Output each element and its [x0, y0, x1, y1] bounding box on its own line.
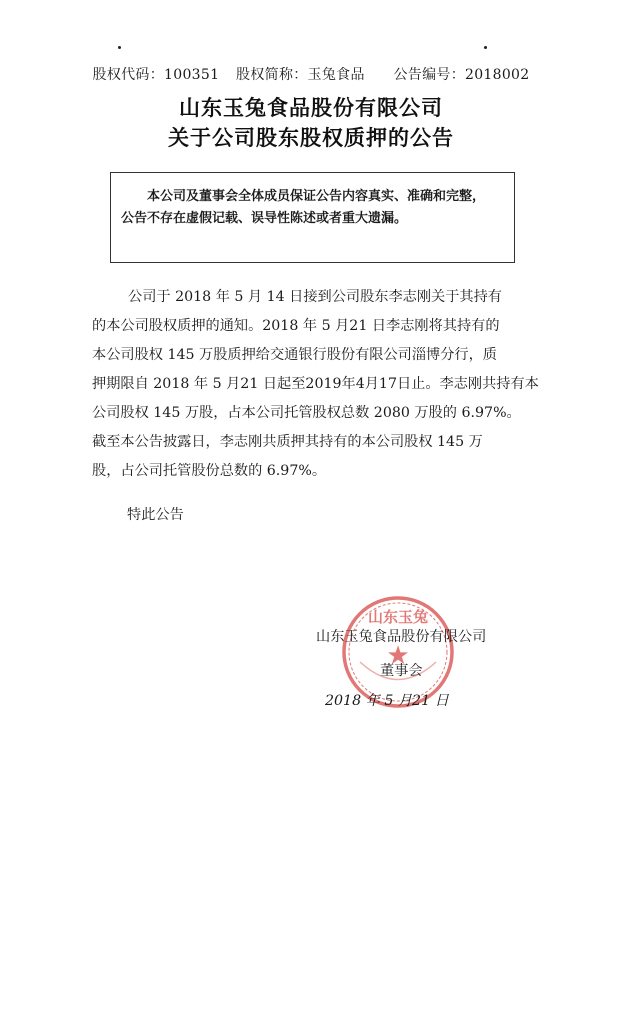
stock-code: 股权代码：100351 [92, 67, 220, 83]
body-line: 股，占公司托管股份总数的 6.97%。 [92, 463, 327, 479]
scan-dot-right [484, 46, 487, 49]
disclaimer-box [110, 172, 515, 263]
company-title: 山东玉兔食品股份有限公司 [179, 96, 443, 120]
closing-remark: 特此公告 [127, 507, 184, 523]
body-line: 的本公司股权质押的通知。2018 年 5 月21 日李志刚将其持有的 [92, 318, 500, 334]
announcement-title: 关于公司股东股权质押的公告 [168, 126, 454, 150]
scan-dot-left [118, 46, 121, 49]
disclaimer-line-1: 本公司及董事会全体成员保证公告内容真实、准确和完整， [147, 189, 486, 204]
signature-date: 2018 年 5 月21 日 [325, 693, 449, 709]
stock-short-name: 股权简称：玉兔食品 [236, 67, 365, 83]
body-line: 公司于 2018 年 5 月 14 日接到公司股东李志刚关于其持有 [128, 289, 502, 305]
seal-star-icon: ★ [386, 641, 410, 671]
body-line: 押期限自 2018 年 5 月21 日起至2019年4月17日止。李志刚共持有本 [92, 376, 539, 392]
body-line: 截至本公告披露日，李志刚共质押其持有的本公司股权 145 万 [92, 434, 483, 450]
notice-number: 公告编号：2018002 [393, 67, 530, 83]
signature-board: 董事会 [380, 663, 423, 679]
announcement-header [0, 64, 622, 84]
announcement-body [92, 283, 552, 486]
body-line: 公司股权 145 万股，占本公司托管股权总数 2080 万股的 6.97%。 [92, 405, 521, 421]
signature-company: 山东玉兔食品股份有限公司 [316, 629, 487, 645]
disclaimer-line-2: 公告不存在虚假记载、误导性陈述或者重大遗漏。 [121, 211, 408, 226]
seal-text: 山东玉兔 [367, 608, 429, 626]
body-line: 本公司股权 145 万股质押给交通银行股份有限公司淄博分行，质 [92, 347, 497, 363]
